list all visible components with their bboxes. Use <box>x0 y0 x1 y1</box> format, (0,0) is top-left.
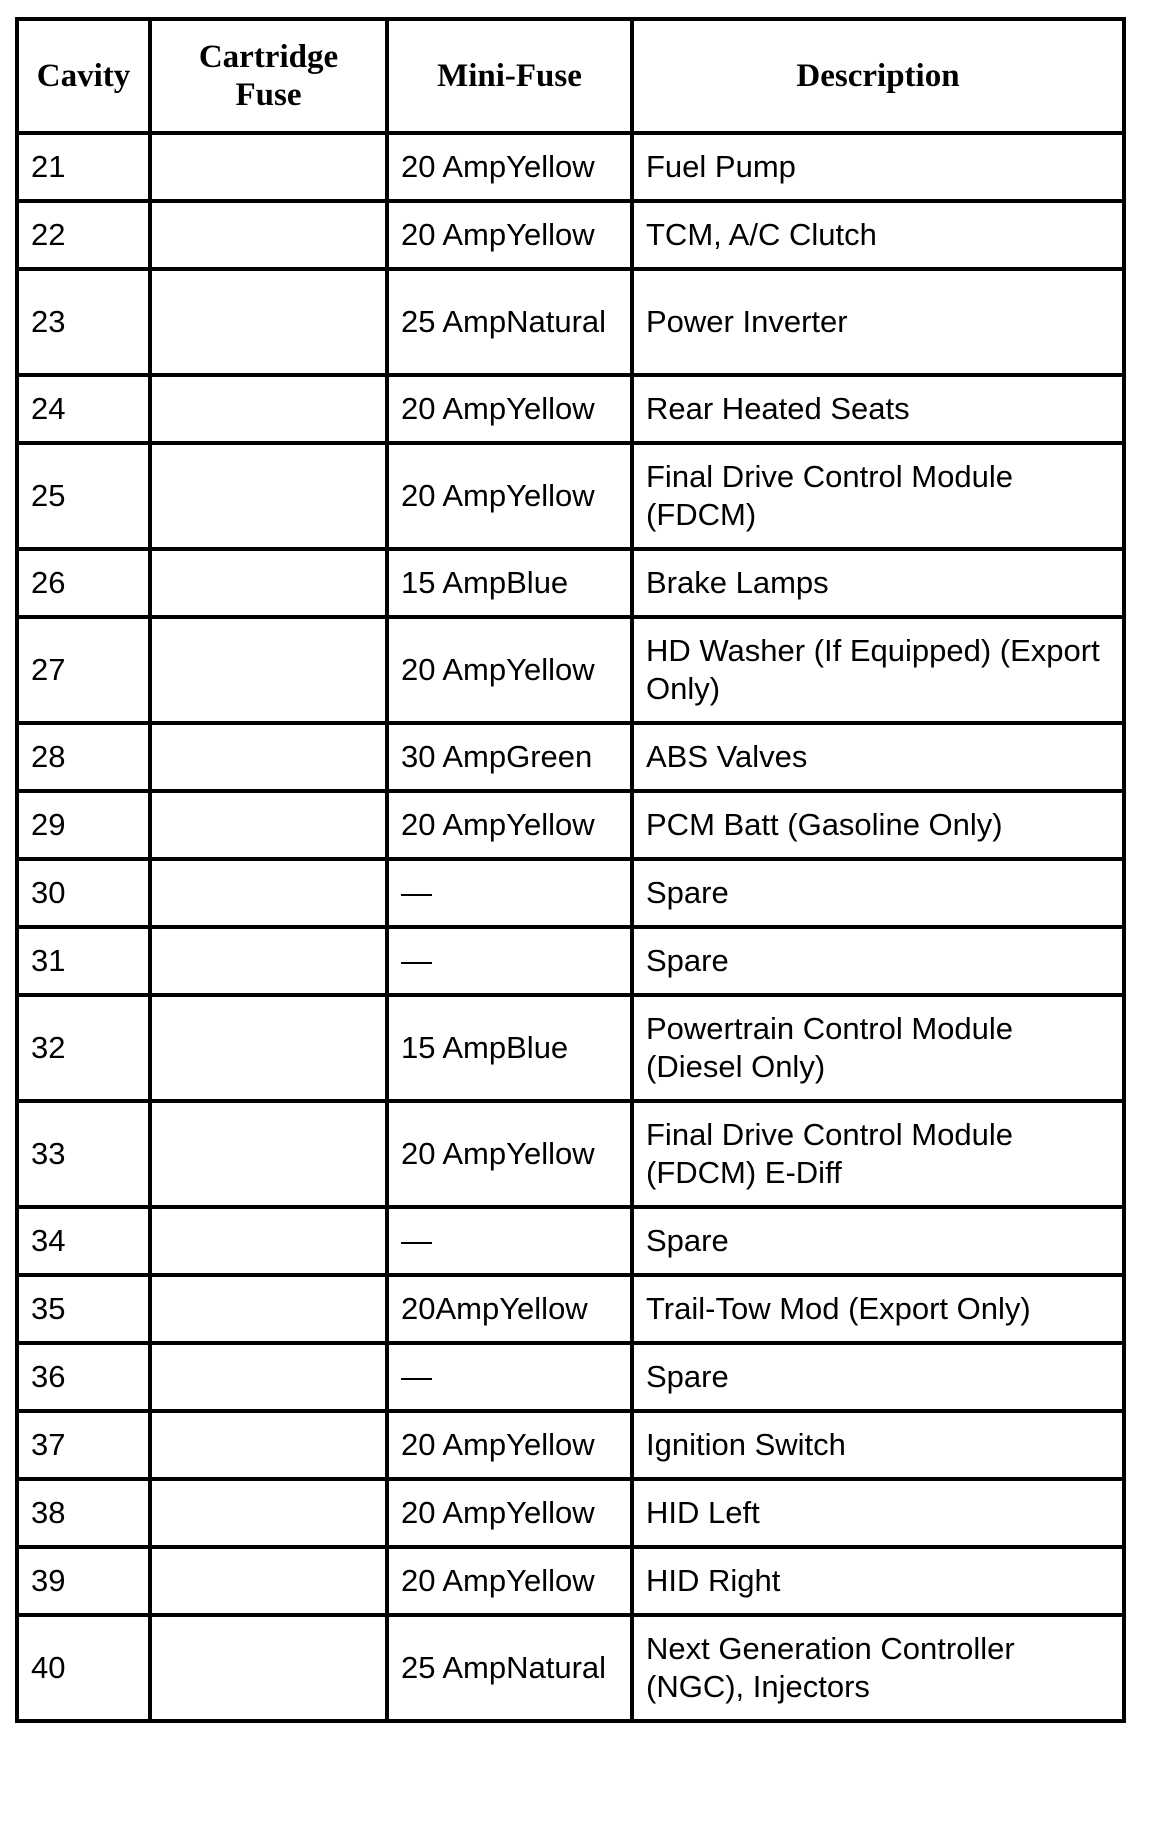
description-cell: Spare <box>632 1343 1124 1411</box>
fuse-table-body <box>17 133 1124 1721</box>
cavity-cell: 37 <box>17 1411 150 1479</box>
cartridge-fuse-cell <box>150 549 387 617</box>
table-row <box>17 1479 1124 1547</box>
table-row <box>17 859 1124 927</box>
cartridge-fuse-cell <box>150 133 387 201</box>
description-cell: Spare <box>632 859 1124 927</box>
mini-fuse-cell: 20 AmpYellow <box>387 1547 632 1615</box>
mini-fuse-cell: 25 AmpNatural <box>387 1615 632 1721</box>
description-cell: TCM, A/C Clutch <box>632 201 1124 269</box>
table-row <box>17 1275 1124 1343</box>
table-row <box>17 1343 1124 1411</box>
table-row <box>17 133 1124 201</box>
cavity-cell: 32 <box>17 995 150 1101</box>
table-row <box>17 617 1124 723</box>
cartridge-fuse-cell <box>150 617 387 723</box>
cavity-cell: 30 <box>17 859 150 927</box>
table-row <box>17 549 1124 617</box>
cartridge-fuse-cell <box>150 723 387 791</box>
cartridge-fuse-cell <box>150 1547 387 1615</box>
description-cell: Rear Heated Seats <box>632 375 1124 443</box>
cartridge-fuse-cell <box>150 1479 387 1547</box>
mini-fuse-cell: 20 AmpYellow <box>387 1411 632 1479</box>
description-cell: Spare <box>632 1207 1124 1275</box>
mini-fuse-cell: 20 AmpYellow <box>387 443 632 549</box>
description-cell: PCM Batt (Gasoline Only) <box>632 791 1124 859</box>
cavity-cell: 36 <box>17 1343 150 1411</box>
table-row <box>17 269 1124 375</box>
cavity-cell: 35 <box>17 1275 150 1343</box>
mini-fuse-cell: — <box>387 1207 632 1275</box>
cartridge-fuse-cell <box>150 1207 387 1275</box>
table-row <box>17 443 1124 549</box>
description-cell: Spare <box>632 927 1124 995</box>
description-cell: Ignition Switch <box>632 1411 1124 1479</box>
cartridge-fuse-cell <box>150 201 387 269</box>
table-row <box>17 1547 1124 1615</box>
table-row <box>17 927 1124 995</box>
mini-fuse-cell: 20 AmpYellow <box>387 791 632 859</box>
fuse-table <box>15 17 1126 1723</box>
description-cell: Trail-Tow Mod (Export Only) <box>632 1275 1124 1343</box>
table-row <box>17 1615 1124 1721</box>
cavity-cell: 27 <box>17 617 150 723</box>
cartridge-fuse-cell <box>150 1275 387 1343</box>
description-cell: HID Right <box>632 1547 1124 1615</box>
mini-fuse-cell: 20 AmpYellow <box>387 617 632 723</box>
cartridge-fuse-cell <box>150 859 387 927</box>
cavity-cell: 28 <box>17 723 150 791</box>
mini-fuse-cell: — <box>387 1343 632 1411</box>
table-row <box>17 791 1124 859</box>
header-mini-fuse: Mini-Fuse <box>387 19 632 133</box>
mini-fuse-cell: 20 AmpYellow <box>387 133 632 201</box>
description-cell: HID Left <box>632 1479 1124 1547</box>
table-row <box>17 1101 1124 1207</box>
table-row <box>17 375 1124 443</box>
table-row <box>17 1411 1124 1479</box>
cartridge-fuse-cell <box>150 1411 387 1479</box>
mini-fuse-cell: 25 AmpNatural <box>387 269 632 375</box>
mini-fuse-cell: 20 AmpYellow <box>387 1479 632 1547</box>
description-cell: Powertrain Control Module (Diesel Only) <box>632 995 1124 1101</box>
description-cell: Fuel Pump <box>632 133 1124 201</box>
cartridge-fuse-cell <box>150 927 387 995</box>
description-cell: Final Drive Control Module (FDCM) E-Diff <box>632 1101 1124 1207</box>
header-row <box>17 19 1124 133</box>
description-cell: HD Washer (If Equipped) (Export Only) <box>632 617 1124 723</box>
cartridge-fuse-cell <box>150 1101 387 1207</box>
cavity-cell: 39 <box>17 1547 150 1615</box>
mini-fuse-cell: 20 AmpYellow <box>387 375 632 443</box>
cavity-cell: 24 <box>17 375 150 443</box>
cartridge-fuse-cell <box>150 375 387 443</box>
mini-fuse-cell: 20AmpYellow <box>387 1275 632 1343</box>
cavity-cell: 25 <box>17 443 150 549</box>
cartridge-fuse-cell <box>150 791 387 859</box>
cavity-cell: 21 <box>17 133 150 201</box>
header-cavity: Cavity <box>17 19 150 133</box>
cartridge-fuse-cell <box>150 995 387 1101</box>
description-cell: Next Generation Controller (NGC), Injectors <box>632 1615 1124 1721</box>
description-cell: Final Drive Control Module (FDCM) <box>632 443 1124 549</box>
mini-fuse-cell: 15 AmpBlue <box>387 995 632 1101</box>
cavity-cell: 34 <box>17 1207 150 1275</box>
header-cartridge-fuse: Cartridge Fuse <box>150 19 387 133</box>
cartridge-fuse-cell <box>150 1343 387 1411</box>
description-cell: ABS Valves <box>632 723 1124 791</box>
cartridge-fuse-cell <box>150 1615 387 1721</box>
cavity-cell: 22 <box>17 201 150 269</box>
mini-fuse-cell: 30 AmpGreen <box>387 723 632 791</box>
cavity-cell: 23 <box>17 269 150 375</box>
cavity-cell: 33 <box>17 1101 150 1207</box>
mini-fuse-cell: 20 AmpYellow <box>387 201 632 269</box>
description-cell: Power Inverter <box>632 269 1124 375</box>
cartridge-fuse-cell <box>150 443 387 549</box>
mini-fuse-cell: — <box>387 927 632 995</box>
table-row <box>17 201 1124 269</box>
cavity-cell: 26 <box>17 549 150 617</box>
cavity-cell: 31 <box>17 927 150 995</box>
mini-fuse-cell: 15 AmpBlue <box>387 549 632 617</box>
cavity-cell: 40 <box>17 1615 150 1721</box>
mini-fuse-cell: 20 AmpYellow <box>387 1101 632 1207</box>
header-description: Description <box>632 19 1124 133</box>
table-row <box>17 723 1124 791</box>
table-row <box>17 1207 1124 1275</box>
cavity-cell: 29 <box>17 791 150 859</box>
cavity-cell: 38 <box>17 1479 150 1547</box>
description-cell: Brake Lamps <box>632 549 1124 617</box>
cartridge-fuse-cell <box>150 269 387 375</box>
table-row <box>17 995 1124 1101</box>
mini-fuse-cell: — <box>387 859 632 927</box>
